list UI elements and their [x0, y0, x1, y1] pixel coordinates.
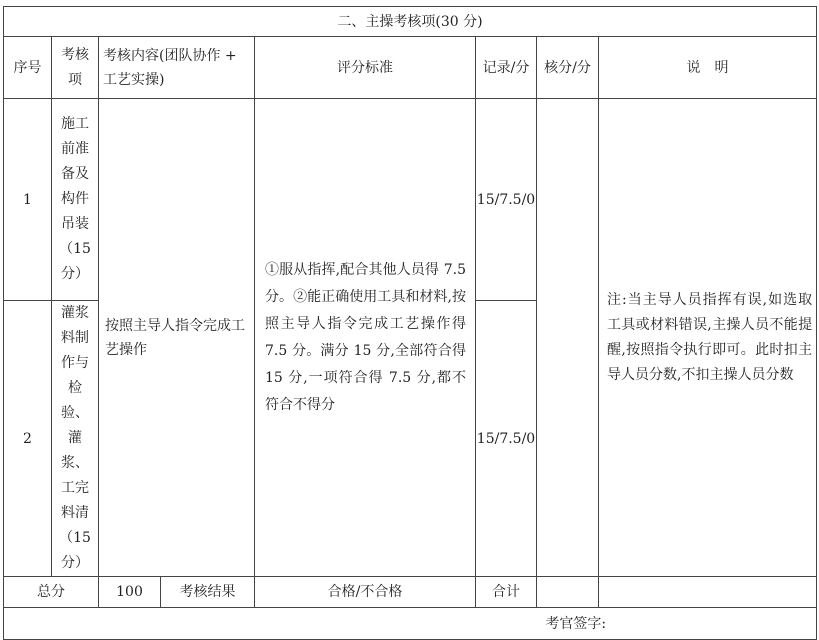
- row-record: 15/7.5/0: [476, 99, 537, 301]
- assessment-table: [3, 6, 817, 640]
- sum-note-cell: [599, 577, 817, 608]
- result-value: 合格/不合格: [255, 577, 476, 608]
- sum-label: 合计: [476, 577, 537, 608]
- content-cell: 按照主导人指令完成工艺操作: [99, 99, 255, 577]
- sum-value-cell: [537, 577, 599, 608]
- row-seq: 2: [4, 301, 52, 577]
- header-record: 记录/分: [476, 37, 537, 99]
- summary-row: [4, 577, 817, 608]
- table-row: [4, 99, 817, 301]
- section-title: 二、主操考核项(30 分): [4, 7, 817, 37]
- header-content: 考核内容(团队协作 + 工艺实操): [99, 37, 255, 99]
- row-record: 15/7.5/0: [476, 301, 537, 577]
- total-label: 总分: [4, 577, 99, 608]
- header-item: 考核项: [52, 37, 99, 99]
- row-seq: 1: [4, 99, 52, 301]
- row-item: 施工前准备及构件吊装（15分）: [52, 99, 99, 301]
- header-seq: 序号: [4, 37, 52, 99]
- result-label: 考核结果: [161, 577, 255, 608]
- note-cell: 注:当主导人员指挥有误,如选取工具或材料错误,主操人员不能提醒,按照指令执行即可。此时扣主导人员分数,不扣主操人员分数: [599, 99, 817, 577]
- verify-cell: [537, 99, 599, 577]
- total-value: 100: [99, 577, 161, 608]
- header-note: 说 明: [599, 37, 817, 99]
- signature-field: 考官签字:: [4, 608, 817, 640]
- row-item: 灌浆料制作与检验、灌浆、工完料清（15分）: [52, 301, 99, 577]
- criteria-cell: ①服从指挥,配合其他人员得 7.5 分。②能正确使用工具和材料,按照主导人指令完成工艺操作得 7.5 分。满分 15 分,全部符合得 15 分,一项符合得 7.5 分,都不符合不得分: [255, 99, 476, 577]
- header-criteria: 评分标准: [255, 37, 476, 99]
- header-verify: 核分/分: [537, 37, 599, 99]
